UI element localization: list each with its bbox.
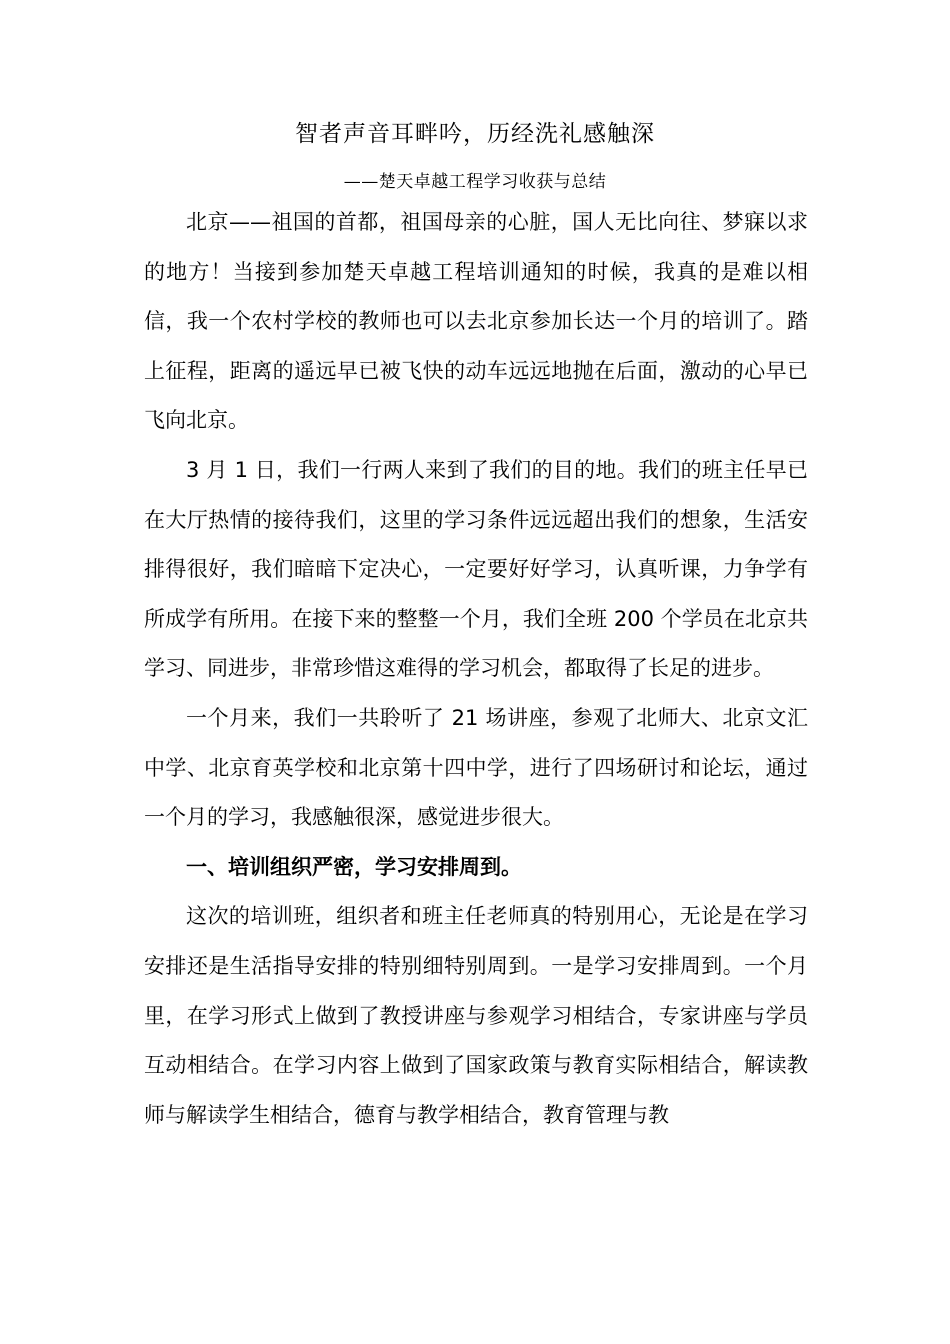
document-title: 智者声音耳畔吟，历经洗礼感触深: [295, 121, 655, 147]
paragraph-training: 这次的培训班，组织者和班主任老师真的特别用心，无论是在学习安排还是生活指导安排的特别细特别周到。一是学习安排周到。一个月里，在学习形式上做到了教授讲座与参观学习相结合，专家讲座与学员互动相结合。在学习内容上做到了国家政策与教育实际相结合，解读教师与解读学生相结合，德育与教学相结合，教育管理与教: [144, 904, 808, 1127]
section-heading: 一、培训组织严密，学习安排周到。: [186, 854, 522, 879]
paragraph-summary: 一个月来，我们一共聆听了 21 场讲座，参观了北师大、北京文汇中学、北京育英学校和北京第十四中学，进行了四场研讨和论坛，通过一个月的学习，我感触很深，感觉进步很大。: [144, 705, 808, 830]
paragraph-intro: 北京——祖国的首都，祖国母亲的心脏，国人无比向往、梦寐以求的地方！当接到参加楚天卓越工程培训通知的时候，我真的是难以相信，我一个农村学校的教师也可以去北京参加长达一个月的培训了。踏上征程，距离的遥远早已被飞快的动车远远地抛在后面，激动的心早已飞向北京。: [144, 210, 808, 433]
paragraph-arrival: 3 月 1 日，我们一行两人来到了我们的目的地。我们的班主任早已在大厅热情的接待我们，这里的学习条件远远超出我们的想象，生活安排得很好，我们暗暗下定决心，一定要好好学习，认真听课，力争学有所成学有所用。在接下来的整整一个月，我们全班 200 个学员在北京共学习、同进步，非常珍惜这难得的学习机会，都取得了长足的进步。: [144, 457, 808, 681]
document-subtitle: ——楚天卓越工程学习收获与总结: [343, 172, 607, 192]
document-body: [144, 198, 808, 1140]
